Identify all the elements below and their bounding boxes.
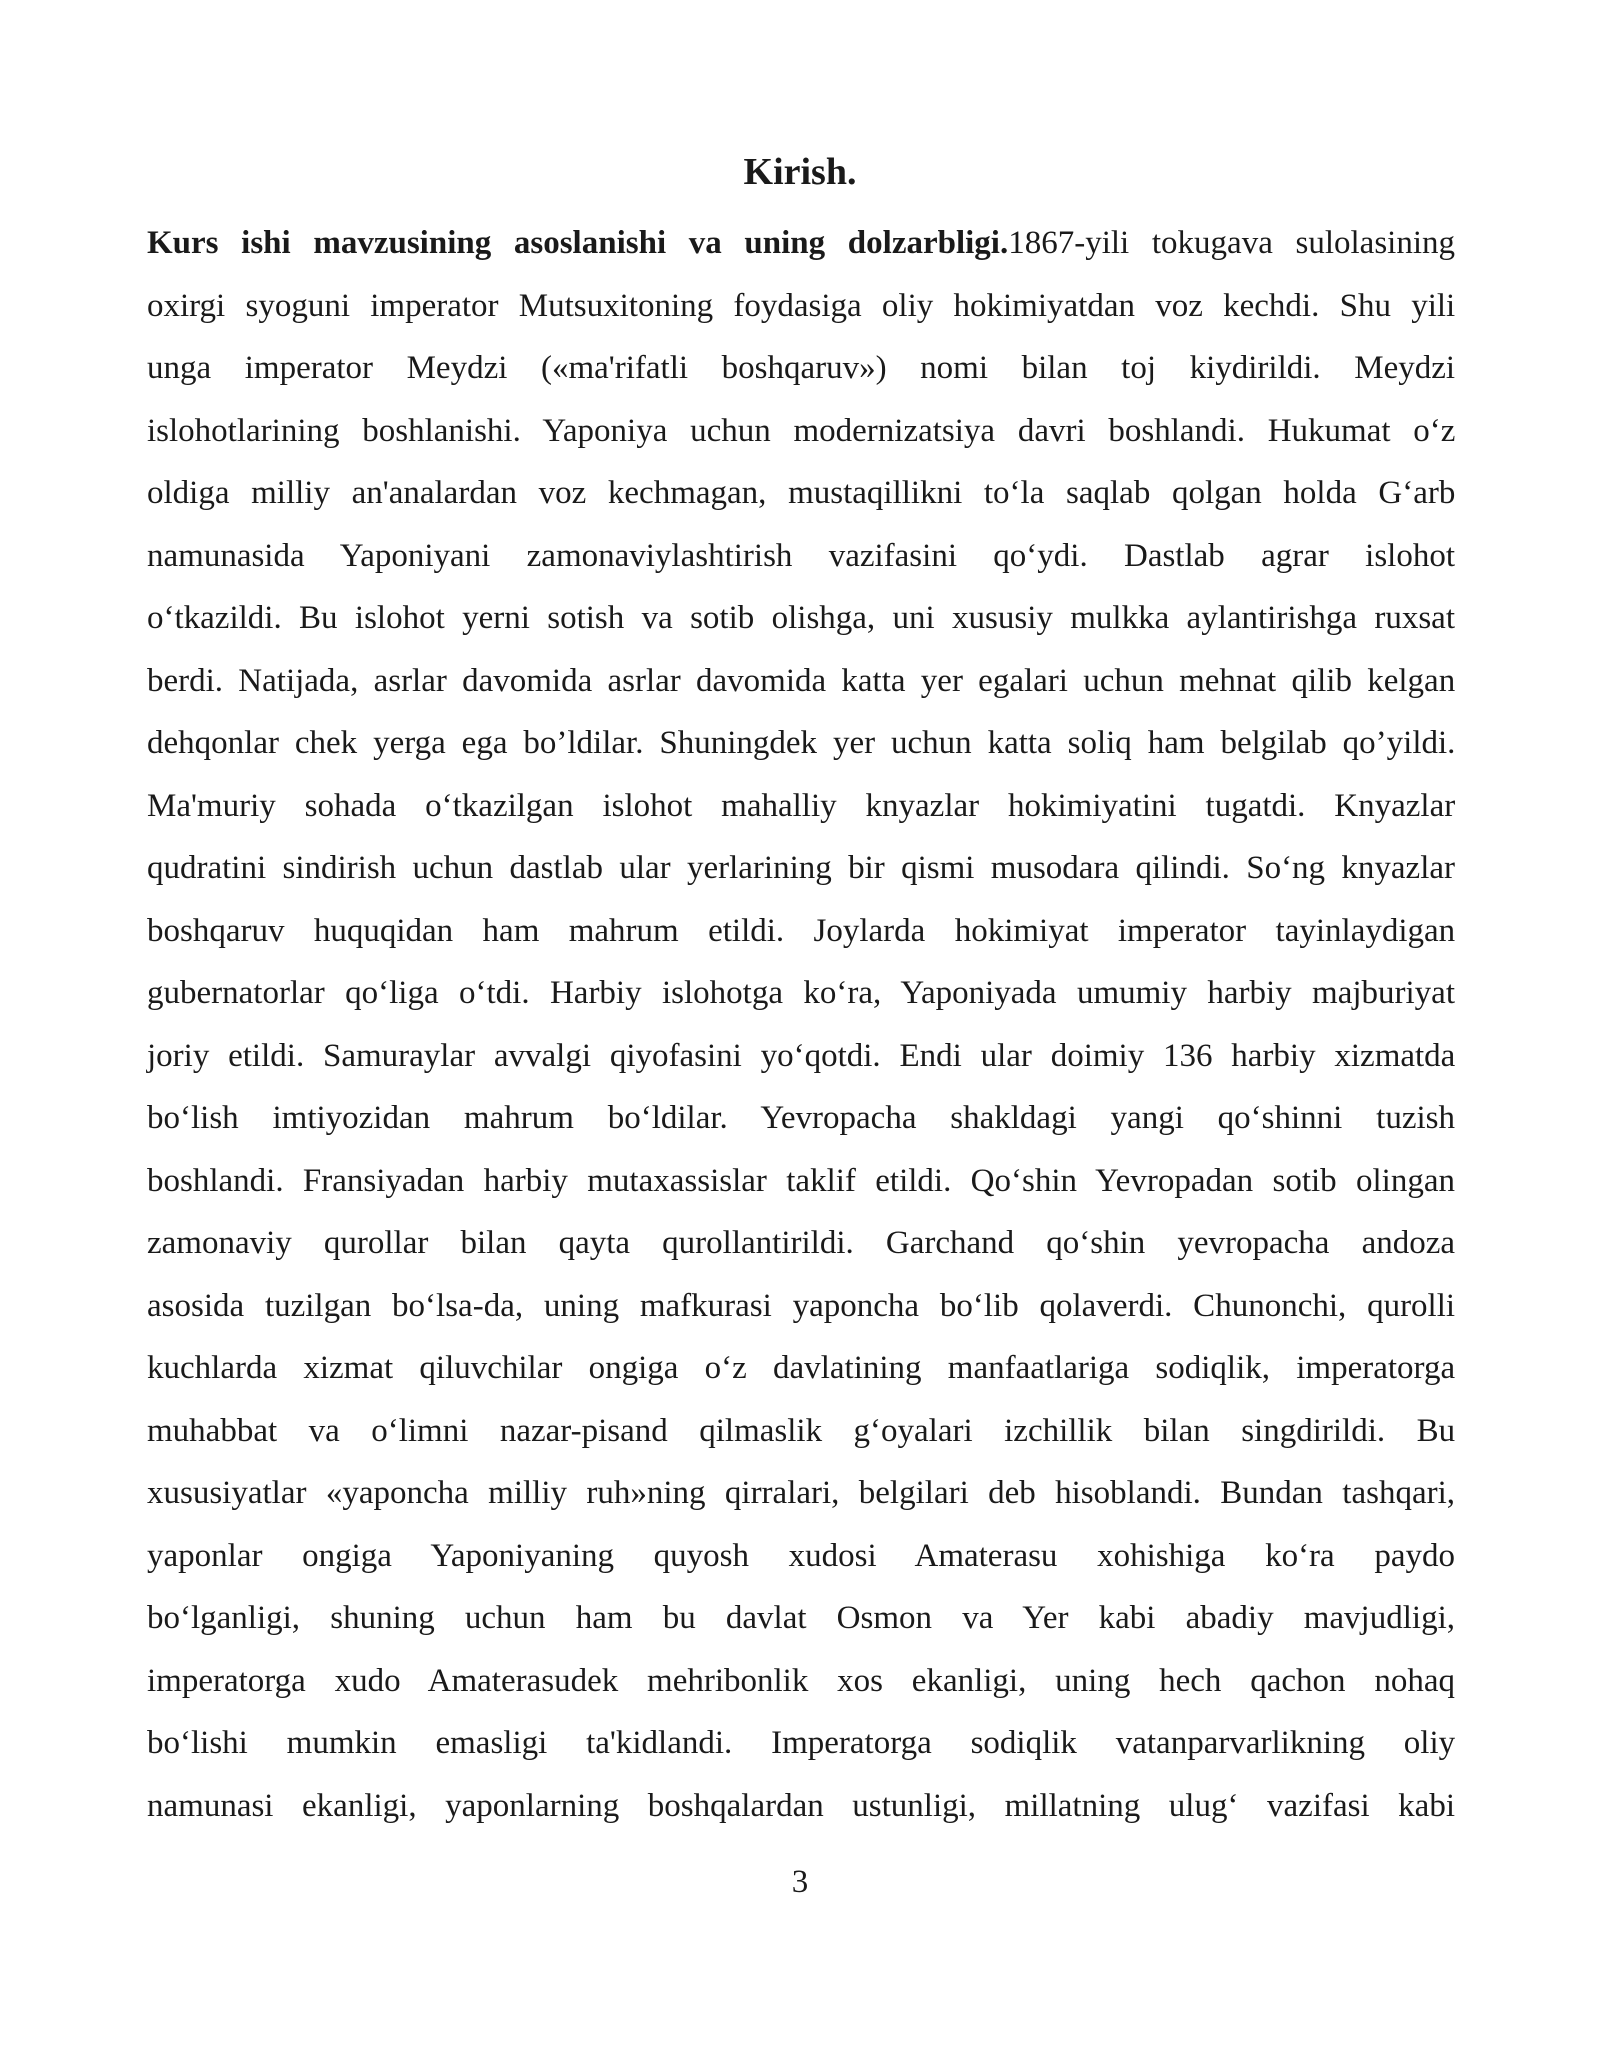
- text-line: yaponlar ongiga Yaponiyaning quyosh xudosi Amaterasu xohishiga ko‘ra paydo: [147, 1537, 1455, 1574]
- text-line: joriy etildi. Samuraylar avvalgi qiyofasini yo‘qotdi. Endi ular doimiy 136 harbiy xizmatda: [147, 1037, 1456, 1074]
- text-line: zamonaviy qurollar bilan qayta qurollantirildi. Garchand qo‘shin yevropacha andoza: [147, 1225, 1456, 1261]
- text-line: islohotlarining boshlanishi. Yaponiya uchun modernizatsiya davri boshlandi. Hukumat o‘z: [147, 412, 1456, 449]
- text-line: muhabbat va o‘limni nazar-pisand qilmaslik g‘oyalari izchillik bilan singdirildi. Bu: [147, 1412, 1456, 1449]
- text-line: [147, 212, 1455, 275]
- text-line: boshqaruv huquqidan ham mahrum etildi. Joylarda hokimiyat imperator tayinlaydigan: [147, 912, 1456, 949]
- text-line: berdi. Natijada, asrlar davomida asrlar davomida katta yer egalari uchun mehnat qilib kelgan: [147, 662, 1456, 699]
- text-line: dehqonlar chek yerga ega bo’ldilar. Shuningdek yer uchun katta soliq ham belgilab qo’yildi.: [147, 725, 1456, 761]
- text-line: imperatorga xudo Amaterasudek mehribonlik xos ekanligi, uning hech qachon nohaq: [147, 1662, 1455, 1699]
- section-title: Kirish.: [743, 151, 857, 193]
- text-line: oldiga milliy an'analardan voz kechmagan, mustaqillikni to‘la saqlab qolgan holda G‘arb: [147, 475, 1456, 511]
- text-line: Ma'muriy sohada o‘tkazilgan islohot mahalliy knyazlar hokimiyatini tugatdi. Knyazlar: [147, 787, 1456, 824]
- text-line: o‘tkazildi. Bu islohot yerni sotish va sotib olishga, uni xususiy mulkka aylantirishga ruxsat: [147, 600, 1455, 636]
- text-line: bo‘lishi mumkin emasligi ta'kidlandi. Imperatorga sodiqlik vatanparvarlikning oliy: [147, 1725, 1456, 1761]
- text-line: namunasi ekanligi, yaponlarning boshqalardan ustunligi, millatning ulug‘ vazifasi kabi: [147, 1787, 1455, 1824]
- text-line: namunasida Yaponiyani zamonaviylashtirish vazifasini qo‘ydi. Dastlab agrar islohot: [147, 537, 1455, 574]
- page-number: 3: [791, 1864, 809, 1900]
- text-line: boshlandi. Fransiyadan harbiy mutaxassislar taklif etildi. Qo‘shin Yevropadan sotib olingan: [147, 1162, 1455, 1199]
- text-line: qudratini sindirish uchun dastlab ular yerlarining bir qismi musodara qilindi. So‘ng knyazlar: [147, 850, 1455, 886]
- text-line: xususiyatlar «yaponcha milliy ruh»ning qirralari, belgilari deb hisoblandi. Bundan tashqari,: [147, 1475, 1455, 1511]
- text-line: unga imperator Meydzi («ma'rifatli boshqaruv») nomi bilan toj kiydirildi. Meydzi: [147, 350, 1456, 386]
- text-line: gubernatorlar qo‘liga o‘tdi. Harbiy islohotga ko‘ra, Yaponiyada umumiy harbiy majburiyat: [147, 975, 1455, 1011]
- text-line: oxirgi syoguni imperator Mutsuxitoning foydasiga oliy hokimiyatdan voz kechdi. Shu yili: [147, 287, 1456, 324]
- text-line-content: 1867-yili tokugava sulolasining: [1008, 225, 1456, 261]
- text-line: asosida tuzilgan bo‘lsa-da, uning mafkurasi yaponcha bo‘lib qolaverdi. Chunonchi, qurolli: [147, 1287, 1456, 1324]
- text-line: kuchlarda xizmat qiluvchilar ongiga o‘z davlatining manfaatlariga sodiqlik, imperatorga: [147, 1350, 1456, 1386]
- text-line: bo‘lish imtiyozidan mahrum bo‘ldilar. Yevropacha shakldagi yangi qo‘shinni tuzish: [147, 1100, 1455, 1136]
- lead-heading: Kurs ishi mavzusining asoslanishi va uning dolzarbligi.: [147, 225, 1009, 261]
- text-line: bo‘lganligi, shuning uchun ham bu davlat Osmon va Yer kabi abadiy mavjudligi,: [147, 1600, 1455, 1636]
- body-paragraph: [147, 212, 1455, 1837]
